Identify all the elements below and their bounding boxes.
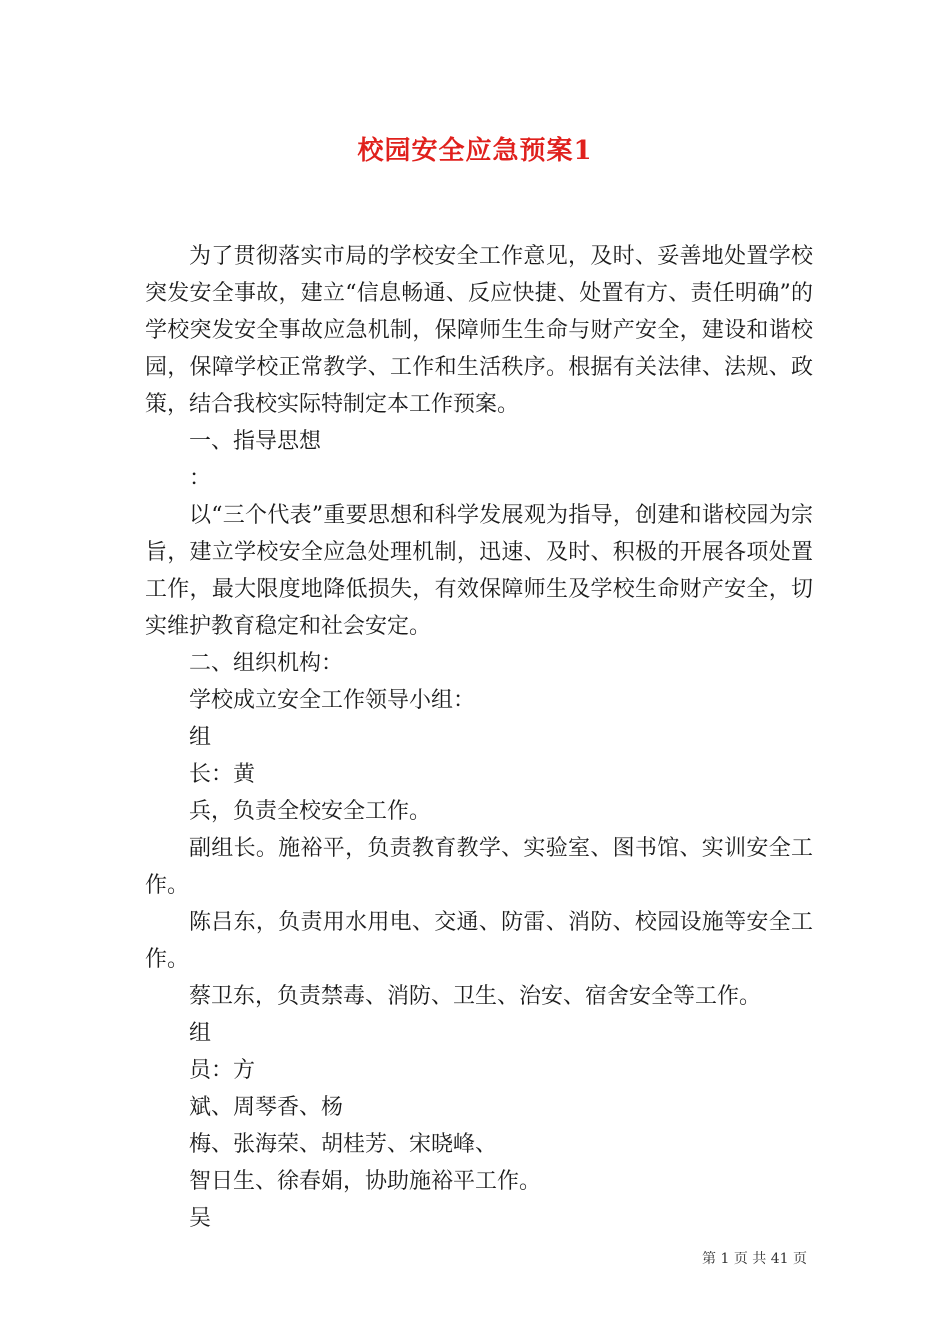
members-label-part1: 组 [189,1021,212,1046]
group-leader-label-part1: 组 [189,725,212,750]
intro-paragraph: 为了贯彻落实市局的学校安全工作意见，及时、妥善地处置学校突发安全事故，建立“信息畅通、反应快捷、处置有方、责任明确”的学校突发安全事故应急机制，保障师生生命与财产安全，建设和谐校园，保障学校正常教学、工作和生活秩序。根据有关法律、法规、政策，结合我校实际特制定本工作预案。 [145,244,813,417]
members-list-line2: 梅、张海荣、胡桂芳、宋晓峰、 [189,1132,498,1157]
group-leader-duty: 兵，负责全校安全工作。 [189,799,432,824]
group-leader-label-part2: 长：黄 [189,762,256,787]
deputy-leader-shi: 副组长。施裕平，负责教育教学、实验室、图书馆、实训安全工作。 [145,836,813,898]
section-heading-guiding-ideology: 一、指导思想 [189,429,322,454]
leadership-group-intro: 学校成立安全工作领导小组： [189,688,476,713]
paragraph-colon: ： [189,466,212,491]
section-heading-organization: 二、组织机构： [189,651,344,676]
guiding-ideology-paragraph: 以“三个代表”重要思想和科学发展观为指导，创建和谐校园为宗旨，建立学校安全应急处理机制，迅速、及时、积极的开展各项处置工作，最大限度地降低损失，有效保障师生及学校生命财产安全，切实维护教育稳定和社会安定。 [145,503,813,639]
document-title: 校园安全应急预案1 [357,136,593,166]
document-body [145,238,813,1237]
deputy-leader-cai: 蔡卫东，负责禁毒、消防、卫生、治安、宿舍安全等工作。 [189,984,762,1009]
members-list-line3: 智日生、徐春娟，协助施裕平工作。 [189,1169,542,1194]
members-list-line1: 斌、周琴香、杨 [189,1095,344,1120]
members-list-line4: 吴 [189,1206,212,1231]
members-label-part2: 员：方 [189,1058,256,1083]
deputy-leader-chen: 陈吕东，负责用水用电、交通、防雷、消防、校园设施等安全工作。 [145,910,813,972]
page-number-indicator: 第 1 页 共 41 页 [702,1251,807,1267]
